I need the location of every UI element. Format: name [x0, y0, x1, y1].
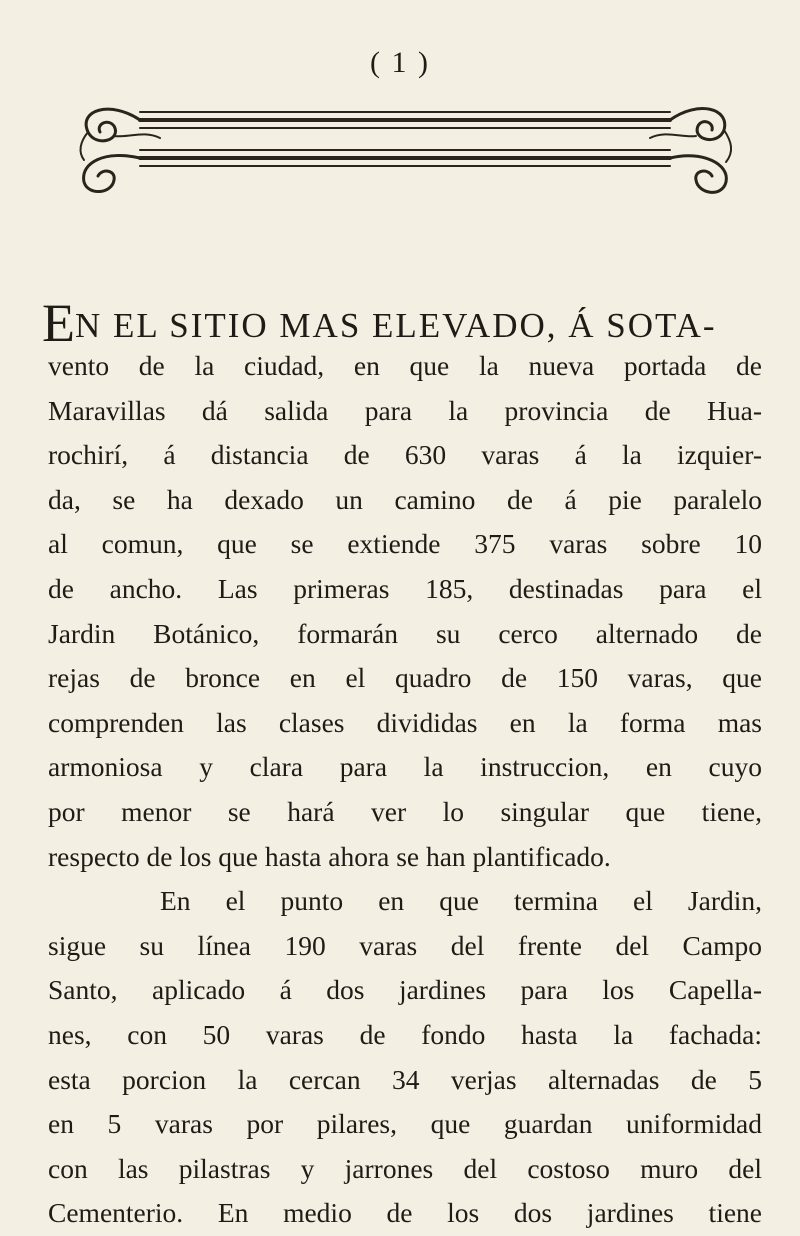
text-line: da, se ha dexado un camino de á pie paralelo: [48, 483, 762, 515]
drop-cap: E: [42, 293, 75, 353]
text-line: esta porcion la cercan 34 verjas alternadas de 5: [48, 1063, 762, 1095]
text-line: en 5 varas por pilares, que guardan uniformidad: [48, 1108, 762, 1140]
engraved-ornamental-border-icon: [70, 90, 740, 210]
text-line: al comun, que se extiende 375 varas sobre 10: [48, 528, 762, 560]
text-line: Cementerio. En medio de los dos jardines tiene: [48, 1197, 762, 1229]
text-line: armoniosa y clara para la instruccion, en cuyo: [48, 751, 762, 783]
heading-text: N EL SITIO MAS ELEVADO, Á SOTA-: [75, 306, 717, 345]
text-line: nes, con 50 varas de fondo hasta la fachada:: [48, 1018, 762, 1050]
text-line: Jardin Botánico, formarán su cerco alternado de: [48, 617, 762, 649]
text-line-paragraph-end: respecto de los que hasta ahora se han plantificado.: [48, 840, 611, 872]
text-line: sigue su línea 190 varas del frente del Campo: [48, 929, 762, 961]
text-line-paragraph-start: En el punto en que termina el Jardin,: [160, 885, 762, 917]
text-line: con las pilastras y jarrones del costoso muro del: [48, 1152, 762, 1184]
body-text: [48, 344, 762, 1236]
page-number: ( 1 ): [370, 46, 430, 79]
text-line: Maravillas dá salida para la provincia de Hua-: [48, 394, 762, 426]
text-line: rochirí, á distancia de 630 varas á la izquier-: [48, 439, 762, 471]
text-line: por menor se hará ver lo singular que tiene,: [48, 795, 762, 827]
text-line: de ancho. Las primeras 185, destinadas para el: [48, 572, 762, 604]
text-line: rejas de bronce en el quadro de 150 varas, que: [48, 662, 762, 694]
text-line: comprenden las clases divididas en la forma mas: [48, 706, 762, 738]
text-line: vento de la ciudad, en que la nueva portada de: [48, 350, 762, 381]
text-line: Santo, aplicado á dos jardines para los Capella-: [48, 974, 762, 1006]
